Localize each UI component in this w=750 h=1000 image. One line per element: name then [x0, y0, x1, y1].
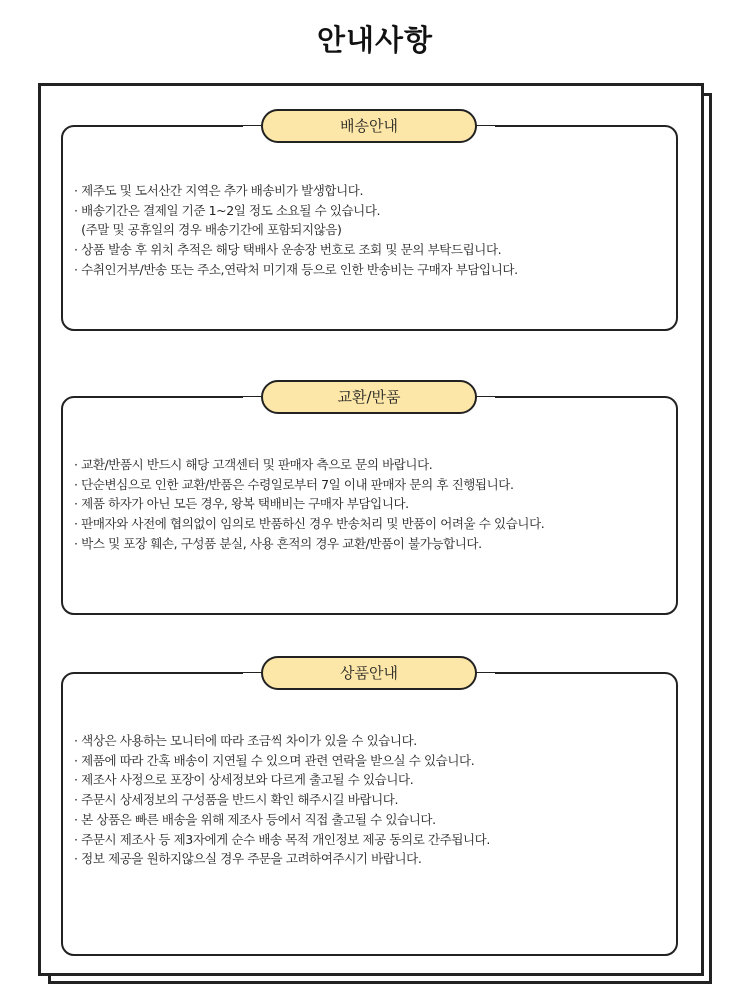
- list-item: · 본 상품은 빠른 배송을 위해 제조사 등에서 직접 출고될 수 있습니다.: [74, 811, 436, 827]
- exchange-return-section: [61, 388, 678, 615]
- list-item: · 교환/반품시 반드시 해당 고객센터 및 판매자 측으로 문의 바랍니다.: [74, 457, 433, 472]
- list-item: · 제품에 따라 간혹 배송이 지연될 수 있으며 관련 연락을 받으실 수 있습니다.: [74, 752, 475, 768]
- list-item: · 배송기간은 결제일 기준 1~2일 정도 소요될 수 있습니다.: [74, 202, 381, 218]
- page-title: 안내사항: [316, 23, 434, 57]
- section-title-shipping: 배송안내: [261, 109, 477, 143]
- list-item: · 색상은 사용하는 모니터에 따라 조금씩 차이가 있을 수 있습니다.: [74, 733, 417, 748]
- list-item: (주말 및 공휴일의 경우 배송기간에 포함되지않음): [74, 222, 342, 238]
- list-item: · 박스 및 포장 훼손, 구성품 분실, 사용 흔적의 경우 교환/반품이 불가능합니다.: [74, 535, 482, 551]
- list-item: · 정보 제공을 원하지않으실 경우 주문을 고려하여주시기 바랍니다.: [74, 851, 422, 867]
- list-item: · 상품 발송 후 위치 추적은 해당 택배사 운송장 번호로 조회 및 문의 부탁드립니다.: [74, 242, 502, 258]
- shipping-info-section: [61, 117, 678, 331]
- list-item: · 제주도 및 도서산간 지역은 추가 배송비가 발생합니다.: [74, 183, 364, 198]
- section-title-product: 상품안내: [261, 656, 477, 690]
- section-title-exchange-return: 교환/반품: [261, 380, 477, 414]
- product-info-section: [61, 664, 678, 956]
- product-info-list: [74, 731, 668, 869]
- list-item: · 단순변심으로 인한 교환/반품은 수령일로부터 7일 이내 판매자 문의 후 진행됩니다.: [74, 476, 514, 492]
- list-item: · 제조사 사정으로 포장이 상세정보와 다르게 출고될 수 있습니다.: [74, 772, 414, 788]
- list-item: · 주문시 제조사 등 제3자에게 순수 배송 목적 개인정보 제공 동의로 간주됩니다.: [74, 831, 490, 847]
- list-item: · 판매자와 사전에 협의없이 임의로 반품하신 경우 반송처리 및 반품이 어려울 수 있습니다.: [74, 516, 545, 532]
- list-item: · 수취인거부/반송 또는 주소,연락처 미기재 등으로 인한 반송비는 구매자 부담입니다.: [74, 261, 518, 277]
- list-item: · 주문시 상세정보의 구성품을 반드시 확인 해주시길 바랍니다.: [74, 792, 399, 808]
- exchange-return-list: [74, 455, 668, 554]
- list-item: · 제품 하자가 아닌 모든 경우, 왕복 택배비는 구매자 부담입니다.: [74, 496, 409, 512]
- shipping-info-list: [74, 181, 668, 280]
